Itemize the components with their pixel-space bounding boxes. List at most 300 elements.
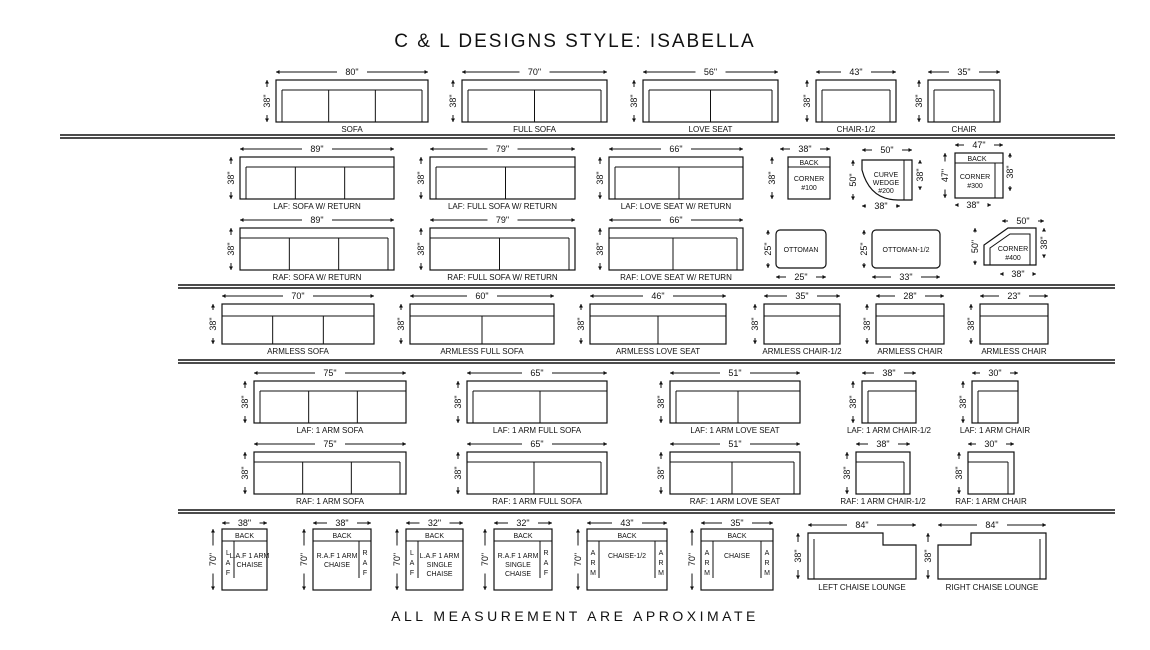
arrowhead [451,80,455,84]
width-dimension: 35" [957,67,971,77]
arrowhead [690,587,694,591]
back-text: BACK [332,533,352,540]
item-label: RAF: LOVE SEAT W/ RETURN [620,273,732,282]
inner-text: CORNER [997,246,1029,253]
arrowhead [690,529,694,533]
chaise [687,518,773,590]
outline [980,304,1048,344]
arrowhead [265,119,269,123]
arrowhead [893,70,897,74]
arrowhead [576,529,580,533]
side-text: A [409,560,415,567]
arrowhead [659,491,663,495]
arrowhead [211,587,215,591]
love-seat [629,67,778,134]
arrowhead [451,119,455,123]
item-label: RAF: 1 ARM SOFA [295,497,365,506]
width-dimension: 66" [669,144,683,154]
arrowhead [604,442,608,446]
arrowhead [776,275,780,279]
width-dimension: 35" [730,518,744,528]
width-dimension: 84" [985,520,999,530]
back-text: BACK [617,533,637,540]
arrowhead [907,442,911,446]
armless-sofa [208,291,374,356]
item-label: LAF: 1 ARM LOVE SEAT [690,426,780,435]
width-dimension: 70" [291,291,305,301]
item-label: RAF: 1 ARM FULL SOFA [492,497,582,506]
outline [430,228,575,270]
item-label: CHAIR-1/2 [836,125,876,134]
outline [816,80,896,122]
outline [254,381,406,423]
back-text: BACK [727,533,747,540]
item-label: LAF: FULL SOFA W/ RETURN [447,202,558,211]
arrowhead [587,521,591,525]
arrowhead [419,157,423,161]
width-dimension: 89" [310,215,324,225]
arrowhead [723,294,727,298]
arrowhead [670,371,674,375]
raf-sofa-return [226,215,394,282]
side-text: A [225,560,231,567]
laf-sofa-return [226,144,394,211]
laf-love-seat-return [595,144,743,211]
laf-1arm-sofa [240,368,406,435]
width-dimension: 50" [1016,216,1030,226]
armless-love-seat [576,291,726,356]
side-text: R [362,550,368,557]
depth-dimension: 38" [240,395,250,409]
arrowhead [659,420,663,424]
depth-dimension: 70" [208,552,218,567]
arrowhead [851,160,855,164]
item-label: RAF: 1 ARM LOVE SEAT [689,497,781,506]
item-label: ARMLESS CHAIR-1/2 [762,347,842,356]
arrowhead [865,341,869,345]
raf-1arm-single-chaise [480,518,552,590]
depth-dimension: 25" [763,242,773,256]
width-dimension: 47" [972,140,986,150]
arrowhead [659,452,663,456]
arrowhead [222,294,226,298]
item-label: FULL SOFA [513,125,556,134]
arrowhead [780,147,784,151]
outline [808,533,916,579]
side-text: M [590,570,596,577]
inner-text: CHAISE [723,553,751,560]
arrowhead [430,218,434,222]
item-label: LAF: 1 ARM CHAIR [959,426,1031,435]
width-dimension: 25" [794,272,808,282]
arrowhead [972,371,976,375]
arrowhead [229,267,233,271]
arrowhead [579,341,583,345]
arrowhead [796,533,800,537]
width-dimension: 65" [530,439,544,449]
arrowhead [659,381,663,385]
outline [276,80,428,122]
laf-1arm-full-sofa [453,368,607,435]
side-text: A [543,560,549,567]
corner-400 [970,216,1049,279]
arrowhead [211,341,215,345]
back-text: BACK [424,533,445,540]
arrowhead [876,294,880,298]
arrowhead [243,491,247,495]
arrowhead [302,529,306,533]
arrowhead [1008,188,1012,192]
side-text: F [409,570,415,577]
depth-dimension: 70" [299,552,309,567]
side-text: F [362,570,368,577]
outline [240,228,394,270]
width-dimension: 75" [323,439,337,449]
arrowhead [816,70,820,74]
arrowhead [988,203,992,207]
arrowhead [961,420,965,424]
arrowhead [909,148,913,152]
depth-dimension: 38" [453,395,463,409]
ottoman-half [859,230,940,282]
arrowhead [632,80,636,84]
arrowhead [1015,371,1019,375]
arrowhead [229,196,233,200]
item-label: LAF: LOVE SEAT W/ RETURN [620,202,732,211]
arrowhead [604,70,608,74]
raf-1arm-chair [954,439,1027,506]
laf-1arm-chair [958,368,1030,435]
armless-chair-23 [966,291,1048,356]
arrowhead [770,196,774,200]
width-dimension: 79" [495,144,510,154]
arrowhead [598,157,602,161]
arrowhead [770,157,774,161]
outline [928,80,1000,122]
arrowhead [837,294,841,298]
depth-dimension: 38" [802,94,812,108]
arrowhead [928,70,932,74]
arrowhead [240,147,244,151]
inner-text: #400 [1005,255,1021,262]
arrowhead [845,491,849,495]
depth-dimension: 38" [453,466,463,480]
width-dimension: 46" [651,291,665,301]
outline [938,533,1046,579]
outline [862,381,916,423]
corner-100 [767,144,830,199]
arrowhead [391,147,395,151]
inner-text: L.A.F 1 ARM [229,553,270,560]
arrowhead [1011,442,1015,446]
chaise-half [573,518,667,590]
width-dimension: 79" [495,215,510,225]
depth-dimension: 50" [970,239,980,254]
armless-chair-half [750,291,842,356]
arrowhead [483,529,487,533]
right-chaise-lounge [923,520,1046,592]
depth-dimension: 38" [915,168,925,182]
arrowhead [229,228,233,232]
raf-love-seat-return [595,215,743,282]
item-label: ARMLESS SOFA [267,347,329,356]
arrowhead [371,294,375,298]
inner-text: L.A.F 1 ARM [419,553,460,560]
outline [430,157,575,199]
arrowhead [957,452,961,456]
inner-text: #200 [878,188,894,195]
inner-text: #100 [801,185,817,192]
depth-dimension: 38" [416,242,426,256]
depth-dimension: 38" [595,242,605,256]
inner-text: R.A.F 1 ARM [497,553,539,560]
corner-300 [940,140,1015,210]
arrowhead [462,70,466,74]
depth-dimension: 38" [1005,165,1015,179]
inner-text: OTTOMAN-1/2 [882,247,930,254]
back-text: BACK [513,533,533,540]
width-dimension: 84" [855,520,869,530]
arrowhead [797,442,801,446]
arrowhead [862,230,866,234]
width-dimension: 35" [795,291,809,301]
arrowhead [395,587,399,591]
arrowhead [403,442,407,446]
outline [467,452,607,494]
item-label: RAF: 1 ARM CHAIR [955,497,1027,506]
armless-chair-28 [862,291,944,356]
arrowhead [957,491,961,495]
arrowhead [1033,272,1037,276]
arrowhead [265,80,269,84]
arrowhead [1000,143,1004,147]
inner-text: CURVE [873,172,899,179]
arrowhead [609,218,613,222]
raf-full-sofa-return [416,215,575,282]
item-label: RAF: FULL SOFA W/ RETURN [447,273,558,282]
side-text: R [543,550,549,557]
arrowhead [549,521,553,525]
arrowhead [851,381,855,385]
arrowhead [865,304,869,308]
arrowhead [766,265,770,269]
arrowhead [551,294,555,298]
raf-1arm-love-seat [656,439,800,506]
arrowhead [926,576,930,580]
arrowhead [845,452,849,456]
arrowhead [918,187,922,191]
inner-text: SINGLE [505,562,531,569]
arrowhead [968,442,972,446]
width-dimension: 43" [849,67,863,77]
side-text: L [410,550,414,557]
arrowhead [770,521,774,525]
armless-full-sofa [396,291,554,356]
arrowhead [775,70,779,74]
width-dimension: 66" [669,215,683,225]
arrowhead [796,576,800,580]
arrowhead [419,267,423,271]
side-text: A [704,550,710,557]
arrowhead [897,204,901,208]
outline [222,304,374,344]
arrowhead [955,143,959,147]
item-label: LAF: 1 ARM FULL SOFA [492,426,582,435]
arrowhead [805,119,809,123]
side-text: F [543,570,549,577]
arrowhead [980,294,984,298]
arrowhead [740,218,744,222]
item-label: LAF: 1 ARM SOFA [296,426,364,435]
arrowhead [419,196,423,200]
arrowhead [862,265,866,269]
side-text: R [704,560,710,567]
outline [972,381,1018,423]
arrowhead [211,529,215,533]
width-dimension: 30" [988,368,1002,378]
arrowhead [211,304,215,308]
arrowhead [576,587,580,591]
inner-text: CHAISE [504,571,532,578]
depth-dimension: 38" [958,395,968,409]
depth-dimension: 38" [862,317,872,331]
arrowhead [937,275,941,279]
arrowhead [229,157,233,161]
side-text: M [658,570,664,577]
arrowhead [701,521,705,525]
arrowhead [276,70,280,74]
depth-dimension: 38" [629,94,639,108]
arrowhead [399,304,403,308]
depth-dimension: 38" [226,242,236,256]
depth-dimension: 38" [208,317,218,331]
chair-half [802,67,896,134]
arrowhead [917,80,921,84]
depth-dimension: 38" [966,317,976,331]
arrowhead [997,70,1001,74]
arrowhead [941,294,945,298]
depth-dimension: 38" [226,171,236,185]
arrowhead [670,442,674,446]
arrowhead [609,147,613,151]
arrowhead [483,587,487,591]
width-dimension: 80" [345,67,359,77]
depth-dimension: 38" [767,171,777,185]
arrowhead [797,371,801,375]
footer-note: ALL MEASUREMENT ARE APROXIMATE [391,608,759,624]
arrowhead [753,304,757,308]
arrowhead [406,521,410,525]
arrowhead [938,523,942,527]
depth-dimension: 38" [595,171,605,185]
arrowhead [430,147,434,151]
arrowhead [598,196,602,200]
arrowhead [243,381,247,385]
item-label: LEFT CHAISE LOUNGE [818,583,906,592]
arrowhead [598,228,602,232]
arrowhead [1042,255,1046,259]
inner-text: CHAISE [236,562,263,569]
arrowhead [243,420,247,424]
arrowhead [460,521,464,525]
arrowhead [808,523,812,527]
arrowhead [973,228,977,232]
item-label: RAF: SOFA W/ RETURN [272,273,362,282]
arrowhead [419,228,423,232]
arrowhead [643,70,647,74]
arrowhead [862,371,866,375]
arrowhead [955,203,959,207]
outline [609,228,743,270]
side-text: A [590,550,596,557]
arrowhead [917,119,921,123]
sofa [262,67,428,134]
ottoman [763,230,826,282]
arrowhead [862,148,866,152]
arrowhead [572,147,576,151]
side-text: M [764,570,770,577]
item-label: RIGHT CHAISE LOUNGE [945,583,1039,592]
arrowhead [766,230,770,234]
width-dimension: 28" [903,291,917,301]
width-dimension: 75" [323,368,337,378]
inner-text: CHAISE-1/2 [607,553,647,560]
arrowhead [1008,153,1012,157]
left-chaise-lounge [793,520,916,592]
width-dimension: 89" [310,144,324,154]
width-dimension: 65" [530,368,544,378]
raf-1arm-chaise [299,518,371,590]
arrowhead [579,304,583,308]
page-title: C & L DESIGNS STYLE: ISABELLA [394,31,756,52]
back-text: BACK [799,160,819,167]
arrowhead [961,381,965,385]
arrowhead [395,529,399,533]
arrowhead [913,371,917,375]
arrowhead [851,420,855,424]
outline [968,452,1014,494]
item-label: ARMLESS LOVE SEAT [615,347,701,356]
depth-dimension: 38" [576,317,586,331]
inner-text: R.A.F 1 ARM [316,553,358,560]
outline [764,304,840,344]
arrowhead [264,521,268,525]
inner-text: WEDGE [872,180,900,187]
depth-dimension: 38" [416,171,426,185]
side-text: M [704,570,710,577]
outline [254,452,406,494]
laf-1arm-love-seat [656,368,800,435]
arrowhead [243,452,247,456]
arrowhead [391,218,395,222]
arrowhead [572,218,576,222]
arrowhead [1041,219,1045,223]
arrowhead [1000,272,1004,276]
arrowhead [313,521,317,525]
width-dimension: 33" [899,272,913,282]
arrowhead [456,452,460,456]
laf-1arm-single-chaise [392,518,463,590]
arrowhead [969,341,973,345]
depth-dimension: 70" [392,552,402,567]
depth-dimension: 38" [923,549,933,563]
raf-1arm-sofa [240,439,406,506]
item-label: LAF: SOFA W/ RETURN [273,202,361,211]
full-sofa [448,67,607,134]
arrowhead [1043,523,1047,527]
inner-text: CORNER [793,176,825,183]
arrowhead [753,341,757,345]
